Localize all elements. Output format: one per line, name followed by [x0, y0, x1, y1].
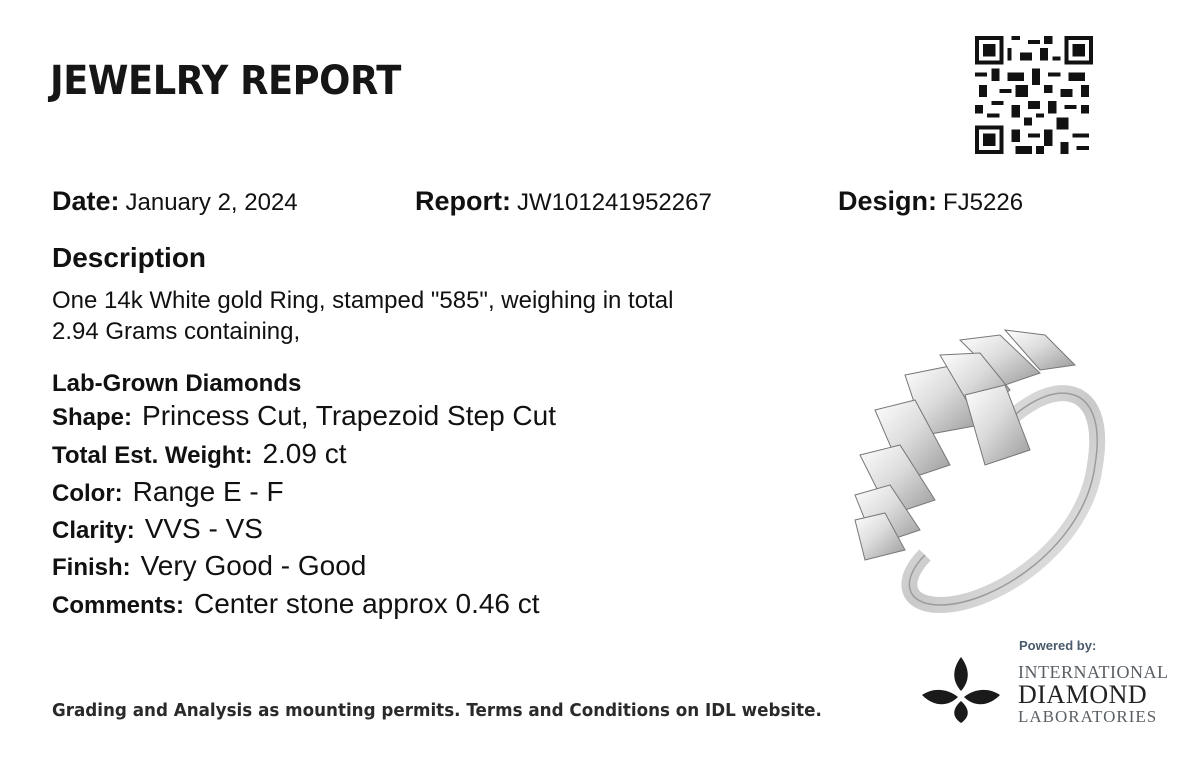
spec-label: Total Est. Weight:	[52, 442, 253, 469]
spec-value: 2.09 ct	[262, 438, 347, 469]
stones-heading: Lab-Grown Diamonds	[52, 370, 302, 397]
ring-photo	[845, 315, 1110, 615]
spec-value: Range E - F	[132, 476, 284, 507]
date-field	[52, 186, 298, 217]
qr-code-icon	[975, 36, 1093, 154]
spec-label: Shape:	[52, 404, 133, 431]
spec-value: Very Good - Good	[140, 550, 367, 581]
spec-label: Color:	[52, 480, 123, 507]
report-title: JEWELRY REPORT	[50, 58, 401, 104]
spec-finish	[52, 550, 366, 582]
spec-total-weight	[52, 438, 347, 470]
footer-note: Grading and Analysis as mounting permits. Terms and Conditions on IDL website.	[52, 700, 822, 721]
spec-color	[52, 476, 284, 508]
diamond-leaf-logo-icon	[920, 655, 1002, 725]
spec-clarity	[52, 513, 263, 545]
powered-by-label: Powered by:	[1019, 638, 1097, 653]
spec-label: Comments:	[52, 592, 185, 619]
spec-value: Center stone approx 0.46 ct	[194, 588, 540, 619]
spec-value: VVS - VS	[144, 513, 263, 544]
design-label: Design:	[838, 186, 938, 216]
report-value: JW101241952267	[517, 189, 712, 216]
description-line: One 14k White gold Ring, stamped "585", weighing in total	[52, 287, 674, 314]
report-label: Report:	[415, 186, 511, 216]
date-value: January 2, 2024	[125, 189, 298, 216]
spec-value: Princess Cut, Trapezoid Step Cut	[142, 400, 556, 431]
logo-line-3: LABORATORIES	[1018, 707, 1158, 726]
report-field	[415, 186, 712, 217]
design-value: FJ5226	[943, 189, 1024, 216]
description-line: 2.94 Grams containing,	[52, 318, 301, 345]
idl-logo-text	[1018, 662, 1168, 727]
spec-comments	[52, 588, 540, 620]
design-field	[838, 186, 1023, 217]
spec-shape	[52, 400, 556, 432]
spec-label: Clarity:	[52, 517, 135, 544]
logo-line-1: INTERNATIONAL	[1018, 662, 1169, 682]
spec-label: Finish:	[52, 554, 131, 581]
logo-line-2: DIAMOND	[1018, 680, 1148, 709]
description-text	[52, 285, 812, 347]
date-label: Date:	[52, 186, 120, 216]
description-heading: Description	[52, 242, 207, 273]
